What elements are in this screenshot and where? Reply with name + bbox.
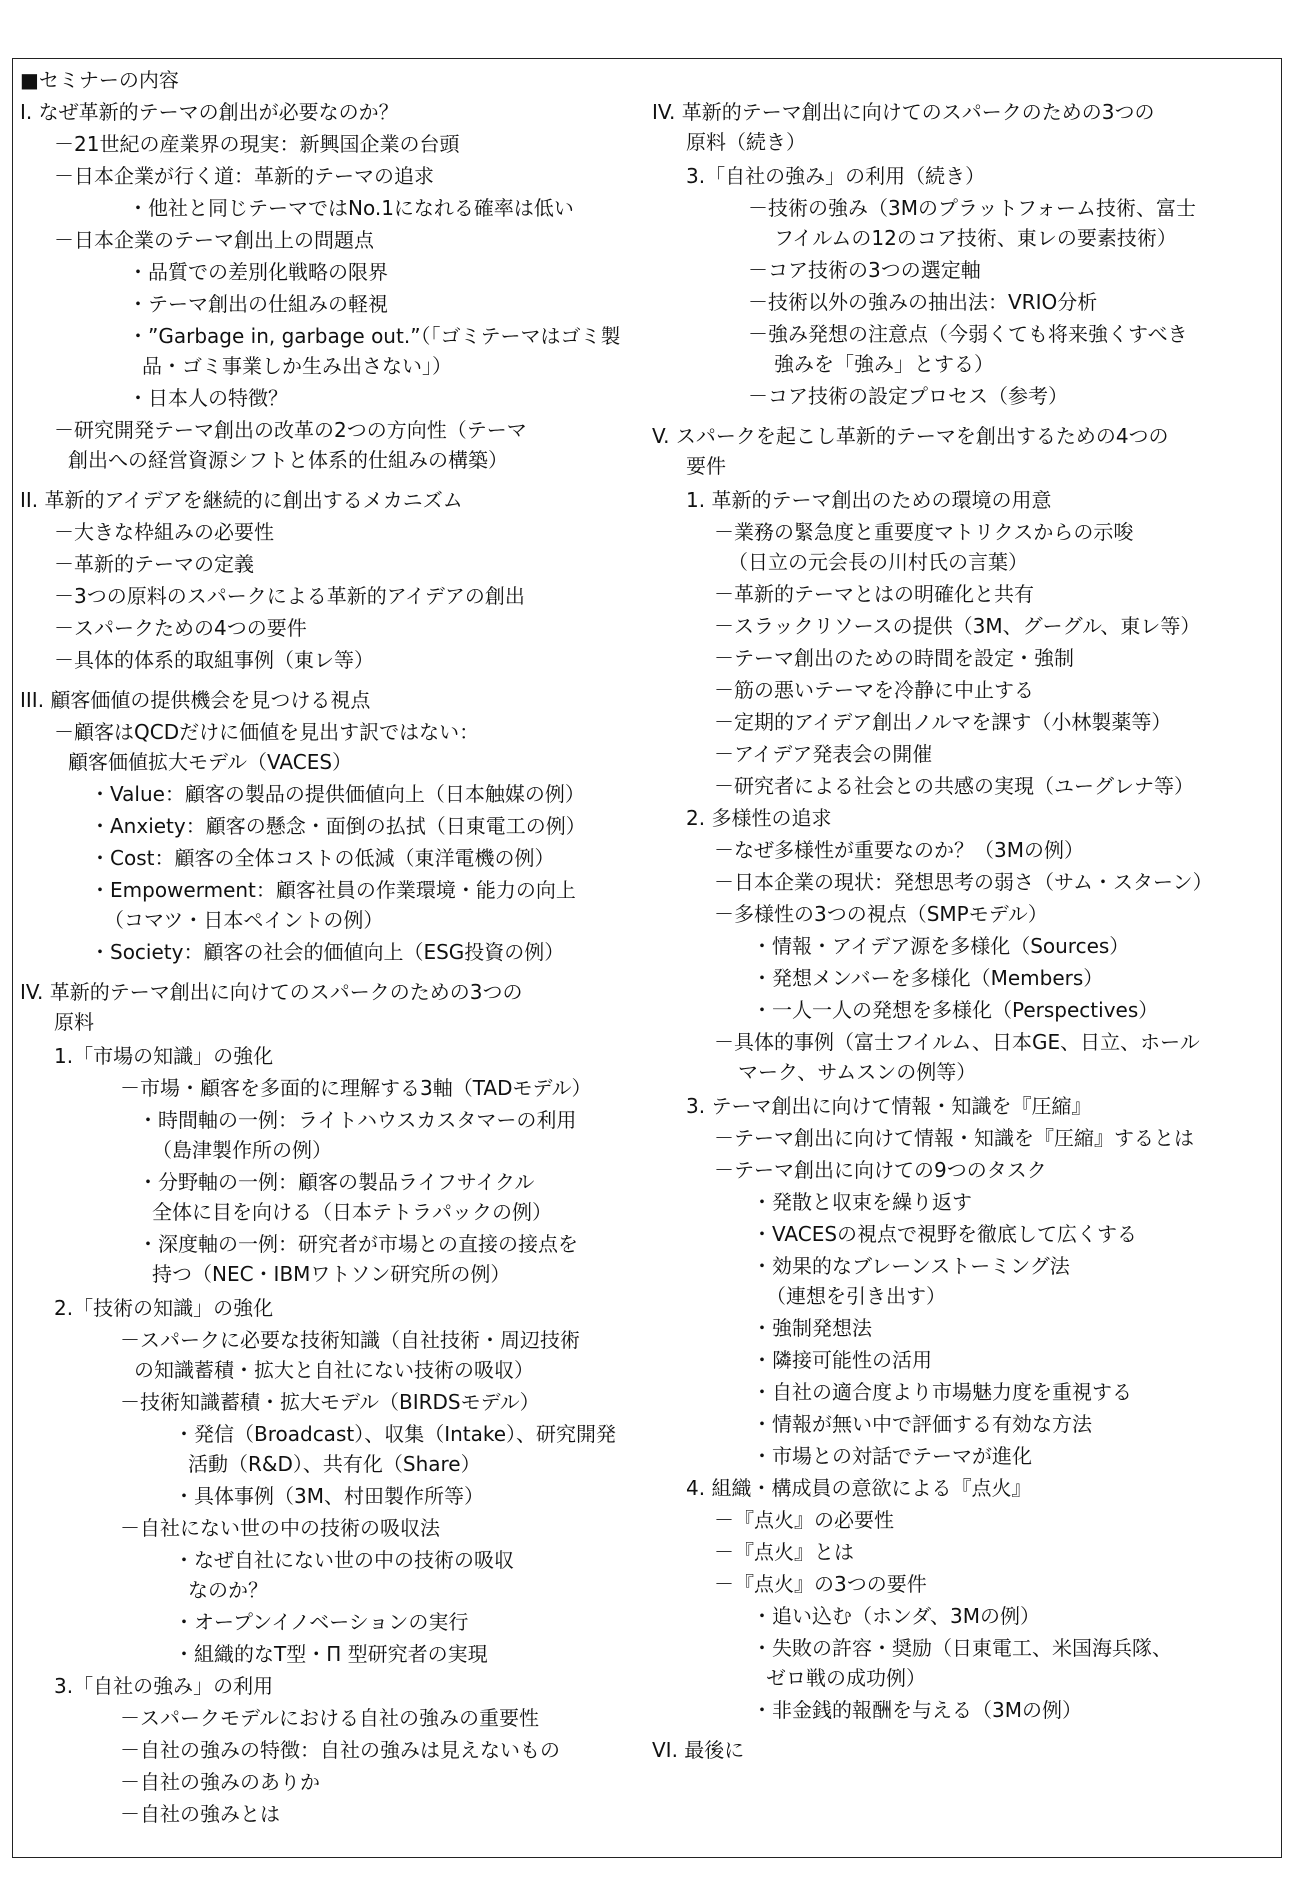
outline-item: ・”Garbage in, garbage out.”（「ゴミテーマはゴミ製	[128, 324, 621, 348]
outline-item: 品・ゴミ事業しか生み出さない」）	[142, 354, 452, 378]
chapter-heading: III. 顧客価値の提供機会を見つける視点	[20, 688, 371, 712]
outline-item: ・Society：顧客の社会的価値向上（ESG投資の例）	[90, 940, 565, 964]
subsection-heading: 1. 革新的テーマ創出のための環境の用意	[686, 488, 1052, 512]
outline-item: 強みを「強み」とする）	[774, 352, 994, 376]
outline-item: マーク、サムスンの例等）	[738, 1060, 977, 1084]
outline-item: ・Cost：顧客の全体コストの低減（東洋電機の例）	[90, 846, 555, 870]
outline-item: （日立の元会長の川村氏の言葉）	[728, 550, 1028, 574]
outline-item: 創出への経営資源シフトと体系的仕組みの構築）	[68, 448, 508, 472]
outline-item: －なぜ多様性が重要なのか？（3Mの例）	[714, 838, 1084, 862]
outline-item: －日本企業が行く道：革新的テーマの追求	[54, 164, 434, 188]
outline-item: ・VACESの視点で視野を徹底して広くする	[752, 1222, 1138, 1246]
outline-item: 顧客価値拡大モデル（VACES）	[68, 750, 353, 774]
outline-item: －筋の悪いテーマを冷静に中止する	[714, 678, 1034, 702]
outline-item: －研究開発テーマ創出の改革の2つの方向性（テーマ	[54, 418, 527, 442]
outline-item: ・具体事例（3M、村田製作所等）	[174, 1484, 484, 1508]
subsection-heading: 2.「技術の知識」の強化	[54, 1296, 274, 1320]
outline-item: －具体的体系的取組事例（東レ等）	[54, 648, 374, 672]
outline-item: ・失敗の許容・奨励（日東電工、米国海兵隊、	[752, 1636, 1172, 1660]
outline-item: 活動（R&D）、共有化（Share）	[188, 1452, 481, 1476]
outline-item: －技術の強み（3Mのプラットフォーム技術、富士	[748, 196, 1196, 220]
subsection-heading: 4. 組織・構成員の意欲による『点火』	[686, 1476, 1032, 1500]
outline-item: （島津製作所の例）	[152, 1138, 332, 1162]
outline-item: －具体的事例（富士フイルム、日本GE、日立、ホール	[714, 1030, 1200, 1054]
outline-item: 持つ（NEC・IBMワトソン研究所の例）	[152, 1262, 511, 1286]
outline-item: ・市場との対話でテーマが進化	[752, 1444, 1032, 1468]
outline-item: －日本企業のテーマ創出上の問題点	[54, 228, 374, 252]
outline-item: －スパークための4つの要件	[54, 616, 307, 640]
outline-item: の知識蓄積・拡大と自社にない技術の吸収）	[134, 1358, 534, 1382]
outline-item: －スラックリソースの提供（3M、グーグル、東レ等）	[714, 614, 1201, 638]
outline-item: ・日本人の特徴？	[128, 386, 288, 410]
chapter-heading: I. なぜ革新的テーマの創出が必要なのか？	[20, 100, 399, 124]
outline-item: ・分野軸の一例：顧客の製品ライフサイクル	[138, 1170, 535, 1194]
chapter-heading: IV. 革新的テーマ創出に向けてのスパークのための3つの	[20, 980, 523, 1004]
outline-item: ・発散と収束を繰り返す	[752, 1190, 972, 1214]
outline-item: －革新的テーマの定義	[54, 552, 254, 576]
outline-item: －研究者による社会との共感の実現（ユーグレナ等）	[714, 774, 1194, 798]
chapter-heading-cont: 原料（続き）	[686, 130, 806, 154]
outline-item: －『点火』の必要性	[714, 1508, 894, 1532]
outline-item: ・他社と同じテーマではNo.1になれる確率は低い	[128, 196, 574, 220]
subsection-heading: 2. 多様性の追求	[686, 806, 832, 830]
outline-item: ・一人一人の発想を多様化（Perspectives）	[752, 998, 1159, 1022]
outline-item: ゼロ戦の成功例）	[766, 1666, 926, 1690]
outline-item: ・自社の適合度より市場魅力度を重視する	[752, 1380, 1132, 1404]
outline-item: ・テーマ創出の仕組みの軽視	[128, 292, 388, 316]
outline-item: （連想を引き出す）	[766, 1284, 946, 1308]
outline-item: －自社の強みの特徴：自社の強みは見えないもの	[120, 1738, 560, 1762]
outline-item: －大きな枠組みの必要性	[54, 520, 274, 544]
outline-item: －革新的テーマとはの明確化と共有	[714, 582, 1034, 606]
outline-item: ・非金銭的報酬を与える（3Mの例）	[752, 1698, 1082, 1722]
outline-item: －自社の強みのありか	[120, 1770, 320, 1794]
outline-item: －コア技術の3つの選定軸	[748, 258, 981, 282]
outline-item: ・情報が無い中で評価する有効な方法	[752, 1412, 1092, 1436]
outline-item: －『点火』の3つの要件	[714, 1572, 927, 1596]
outline-item: －顧客はQCDだけに価値を見出す訳ではない：	[54, 720, 480, 744]
outline-item: ・時間軸の一例：ライトハウスカスタマーの利用	[138, 1108, 577, 1132]
outline-item: －スパークに必要な技術知識（自社技術・周辺技術	[120, 1328, 580, 1352]
outline-item: ・情報・アイデア源を多様化（Sources）	[752, 934, 1130, 958]
outline-item: ・発信（Broadcast）、収集（Intake）、研究開発	[174, 1422, 617, 1446]
chapter-heading: IV. 革新的テーマ創出に向けてのスパークのための3つの	[652, 100, 1155, 124]
outline-item: ・組織的なT型・Π 型研究者の実現	[174, 1642, 488, 1666]
outline-item: ・品質での差別化戦略の限界	[128, 260, 388, 284]
outline-item: －定期的アイデア創出ノルマを課す（小林製薬等）	[714, 710, 1172, 734]
outline-item: －スパークモデルにおける自社の強みの重要性	[120, 1706, 539, 1730]
chapter-heading: VI. 最後に	[652, 1738, 745, 1762]
outline-item: なのか？	[188, 1578, 268, 1602]
outline-item: －3つの原料のスパークによる革新的アイデアの創出	[54, 584, 525, 608]
outline-item: －21世紀の産業界の現実：新興国企業の台頭	[54, 132, 460, 156]
chapter-heading: V. スパークを起こし革新的テーマを創出するための4つの	[652, 424, 1169, 448]
outline-item: －『点火』とは	[714, 1540, 854, 1564]
outline-item: －市場・顧客を多面的に理解する3軸（TADモデル）	[120, 1076, 592, 1100]
outline-item: ・Value：顧客の製品の提供価値向上（日本触媒の例）	[90, 782, 585, 806]
outline-item: ・強制発想法	[752, 1316, 872, 1340]
outline-item: 全体に目を向ける（日本テトラパックの例）	[152, 1200, 552, 1224]
outline-item: －強み発想の注意点（今弱くても将来強くすべき	[748, 322, 1188, 346]
subsection-heading: 1.「市場の知識」の強化	[54, 1044, 274, 1068]
chapter-heading: II. 革新的アイデアを継続的に創出するメカニズム	[20, 488, 463, 512]
subsection-heading: 3.「自社の強み」の利用（続き）	[686, 164, 986, 188]
outline-item: ・Anxiety：顧客の懸念・面倒の払拭（日東電工の例）	[90, 814, 586, 838]
outline-item: －日本企業の現状：発想思考の弱さ（サム・スターン）	[714, 870, 1213, 894]
subsection-heading: 3.「自社の強み」の利用	[54, 1674, 274, 1698]
outline-item: （コマツ・日本ペイントの例）	[104, 908, 384, 932]
outline-item: ・深度軸の一例：研究者が市場との直接の接点を	[138, 1232, 578, 1256]
subsection-heading: 3. テーマ創出に向けて情報・知識を『圧縮』	[686, 1094, 1092, 1118]
outline-item: ・なぜ自社にない世の中の技術の吸収	[174, 1548, 514, 1572]
outline-item: －テーマ創出に向けての9つのタスク	[714, 1158, 1047, 1182]
outline-item: －業務の緊急度と重要度マトリクスからの示唆	[714, 520, 1134, 544]
outline-item: ・隣接可能性の活用	[752, 1348, 932, 1372]
outline-item: ・オープンイノベーションの実行	[174, 1610, 469, 1634]
outline-item: ・追い込む（ホンダ、3Mの例）	[752, 1604, 1040, 1628]
outline-item: フイルムの12のコア技術、東レの要素技術）	[774, 226, 1177, 250]
outline-item: －自社にない世の中の技術の吸収法	[120, 1516, 440, 1540]
outline-item: ・Empowerment：顧客社員の作業環境・能力の向上	[90, 878, 576, 902]
outline-item: －アイデア発表会の開催	[714, 742, 933, 766]
outline-item: －テーマ創出のための時間を設定・強制	[714, 646, 1074, 670]
outline-item: －テーマ創出に向けて情報・知識を『圧縮』するとは	[714, 1126, 1194, 1150]
outline-item: ・効果的なブレーンストーミング法	[752, 1254, 1070, 1278]
outline-item: －技術知識蓄積・拡大モデル（BIRDSモデル）	[120, 1390, 540, 1414]
outline-item: －コア技術の設定プロセス（参考）	[748, 384, 1068, 408]
chapter-heading-cont: 原料	[54, 1010, 94, 1034]
section-heading: ■セミナーの内容	[20, 68, 179, 92]
outline-item: ・発想メンバーを多様化（Members）	[752, 966, 1104, 990]
chapter-heading-cont: 要件	[686, 454, 726, 478]
outline-item: －多様性の3つの視点（SMPモデル）	[714, 902, 1048, 926]
outline-item: －自社の強みとは	[120, 1802, 280, 1826]
outline-item: －技術以外の強みの抽出法：VRIO分析	[748, 290, 1098, 314]
